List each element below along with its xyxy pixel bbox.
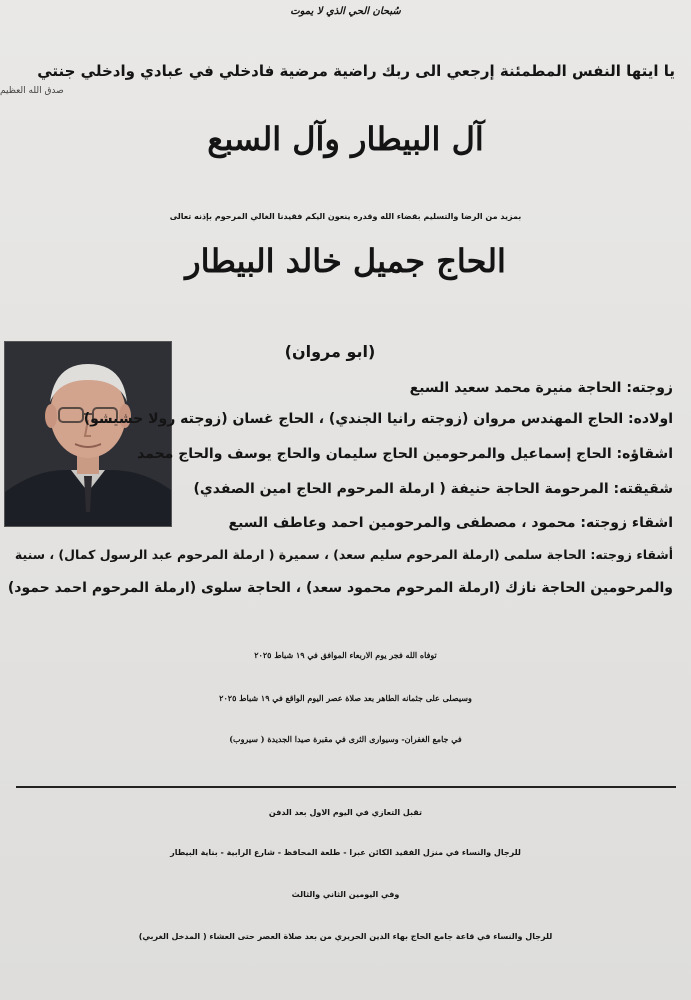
condolence-line: للرجال والنساء في منزل الفقيد الكائن عبرا - طلعة المحافظ - شارع الرابية - بناية البيطار: [170, 848, 521, 857]
verse-source: صدق الله العظيم: [0, 86, 64, 96]
portrait-image: [5, 342, 171, 526]
relative-line: أشقاء زوجته: الحاجة سلمى (ارملة المرحوم سليم سعد) ، سميرة ( ارملة المرحوم عبد الرسول كمال) ، سنية: [14, 547, 673, 562]
header-calligraphy: سُبحان الحي الذي لا يموت: [290, 6, 401, 17]
relative-line: والمرحومين الحاجة نازك (ارملة المرحوم محمود سعد) ، الحاجة سلوى (ارملة المرحوم احمد حمود): [7, 580, 673, 596]
relative-line: شقيقته: المرحومة الحاجة حنيفة ( ارملة المرحوم الحاج امين الصفدي): [193, 481, 673, 497]
intro-line: بمزيد من الرضا والتسليم بقضاء الله وقدره ينعون اليكم فقيدنا الغالي المرحوم بإذنه تعالى: [169, 212, 522, 221]
condolence-line: وفي اليومين الثاني والثالث: [291, 890, 400, 899]
condolence-line: تقبل التعازي في اليوم الاول بعد الدفن: [268, 808, 423, 817]
relative-line: اولاده: الحاج المهندس مروان (زوجته رانيا الجندي) ، الحاج غسان (زوجته رولا حشيشو): [83, 411, 673, 427]
deceased-nickname: (ابو مروان): [284, 342, 376, 361]
deceased-photo: [4, 341, 172, 527]
condolence-line: للرجال والنساء في قاعة جامع الحاج بهاء الدين الحريري من بعد صلاة العصر حتى العشاء ( المدخل الغربي): [138, 932, 553, 941]
funeral-prayer: وسيصلى على جثمانه الطاهر بعد صلاة عصر اليوم الواقع في ١٩ شباط ٢٠٢٥: [219, 693, 472, 703]
section-divider: [16, 786, 676, 788]
relative-line: اشقاء زوجته: محمود ، مصطفى والمرحومين احمد وعاطف السبع: [228, 515, 673, 531]
relative-line: اشقاؤه: الحاج إسماعيل والمرحومين الحاج سليمان والحاج يوسف والحاج محمد: [137, 446, 673, 462]
quran-verse: يا ايتها النفس المطمئنة إرجعي الى ربك راضية مرضية فادخلي في عبادي وادخلي جنتي: [37, 62, 675, 80]
family-title: آل البيطار وآل السبع: [207, 120, 484, 158]
deceased-name: الحاج جميل خالد البيطار: [185, 242, 506, 280]
death-announcement: توفاه الله فجر يوم الاربعاء الموافق في ١٩ شباط ٢٠٢٥: [254, 650, 437, 660]
burial-place: في جامع الغفران- وسيوارى الثرى في مقبرة صيدا الجديدة ( سيروب): [229, 734, 462, 744]
relative-line: زوجته: الحاجة منيرة محمد سعيد السبع: [409, 380, 673, 396]
